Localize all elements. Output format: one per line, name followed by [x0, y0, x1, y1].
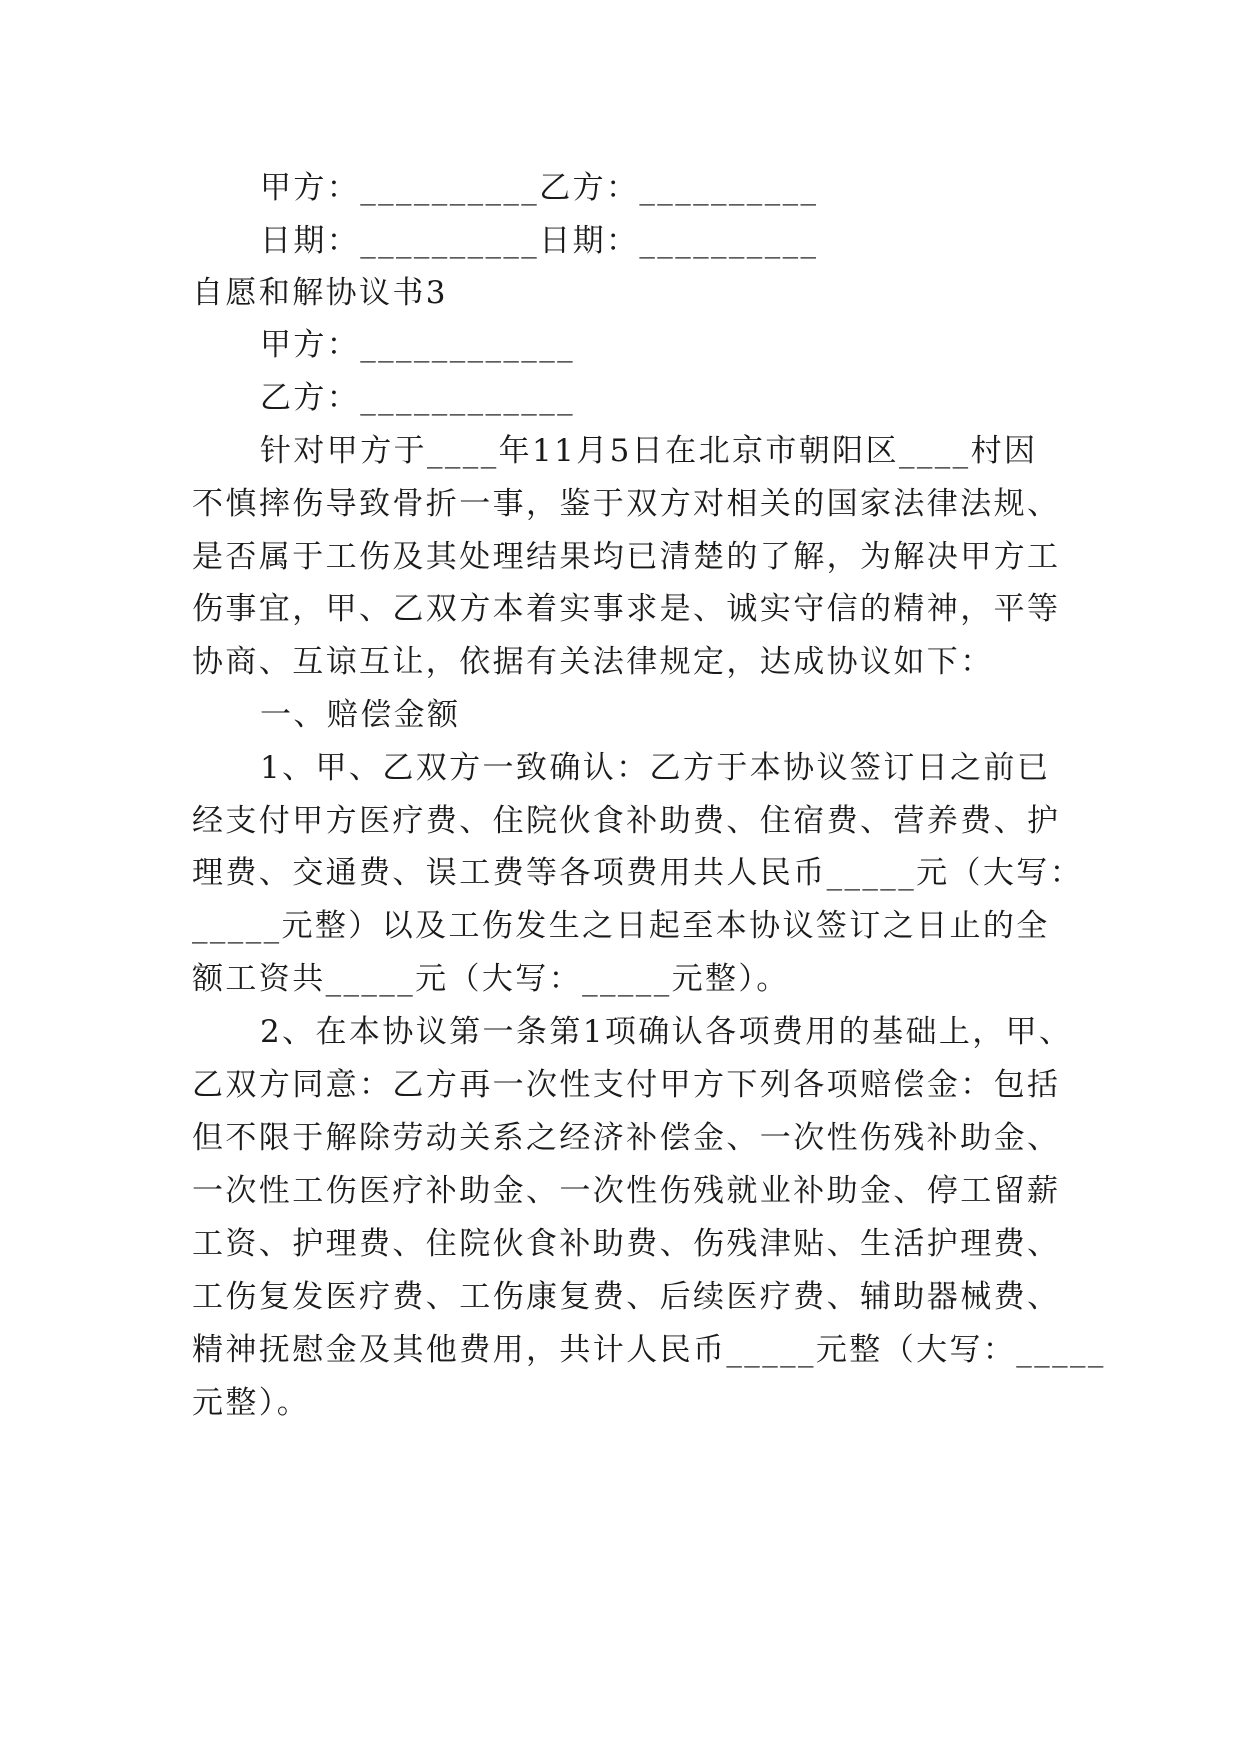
clause-2-line: 元整）。: [192, 1385, 311, 1421]
preamble-line: 是否属于工伤及其处理结果均已清楚的了解，为解决甲方工: [192, 539, 1061, 575]
clause-2-line: 工伤复发医疗费、工伤康复费、后续医疗费、辅助器械费、: [192, 1279, 1061, 1315]
signature-row-parties: 甲方：__________乙方：__________: [260, 170, 819, 206]
section-title: 自愿和解协议书3: [192, 275, 448, 311]
clause-2-line: 但不限于解除劳动关系之经济补偿金、一次性伤残补助金、: [192, 1120, 1061, 1156]
clause-2-line: 工资、护理费、住院伙食补助费、伤残津贴、生活护理费、: [192, 1226, 1061, 1262]
clause-2-line: 精神抚慰金及其他费用，共计人民币_____元整（大写：_____: [192, 1332, 1106, 1368]
clause-2-line: 乙双方同意：乙方再一次性支付甲方下列各项赔偿金：包括: [192, 1067, 1061, 1103]
signature-row-dates: 日期：__________日期：__________: [260, 223, 819, 259]
party-a-field: 甲方：____________: [260, 327, 575, 363]
heading-compensation: 一、赔偿金额: [260, 697, 461, 733]
clause-1-line: _____元整）以及工伤发生之日起至本协议签订之日止的全: [192, 908, 1050, 944]
preamble-line: 针对甲方于____年11月5日在北京市朝阳区____村因: [260, 433, 1038, 469]
preamble-line: 不慎摔伤导致骨折一事，鉴于双方对相关的国家法律法规、: [192, 486, 1061, 522]
clause-2-line: 2、在本协议第一条第1项确认各项费用的基础上，甲、: [260, 1014, 1073, 1050]
preamble-line: 伤事宜，甲、乙双方本着实事求是、诚实守信的精神，平等: [192, 591, 1061, 627]
clause-1-line: 经支付甲方医疗费、住院伙食补助费、住宿费、营养费、护: [192, 803, 1061, 839]
clause-2-line: 一次性工伤医疗补助金、一次性伤残就业补助金、停工留薪: [192, 1173, 1061, 1209]
preamble-line: 协商、互谅互让，依据有关法律规定，达成协议如下：: [192, 644, 994, 680]
clause-1-line: 额工资共_____元（大写：_____元整）。: [192, 961, 790, 997]
clause-1-line: 1、甲、乙双方一致确认：乙方于本协议签订日之前已: [260, 750, 1051, 786]
party-b-field: 乙方：____________: [260, 380, 575, 416]
clause-1-line: 理费、交通费、误工费等各项费用共人民币_____元（大写：: [192, 855, 1084, 891]
